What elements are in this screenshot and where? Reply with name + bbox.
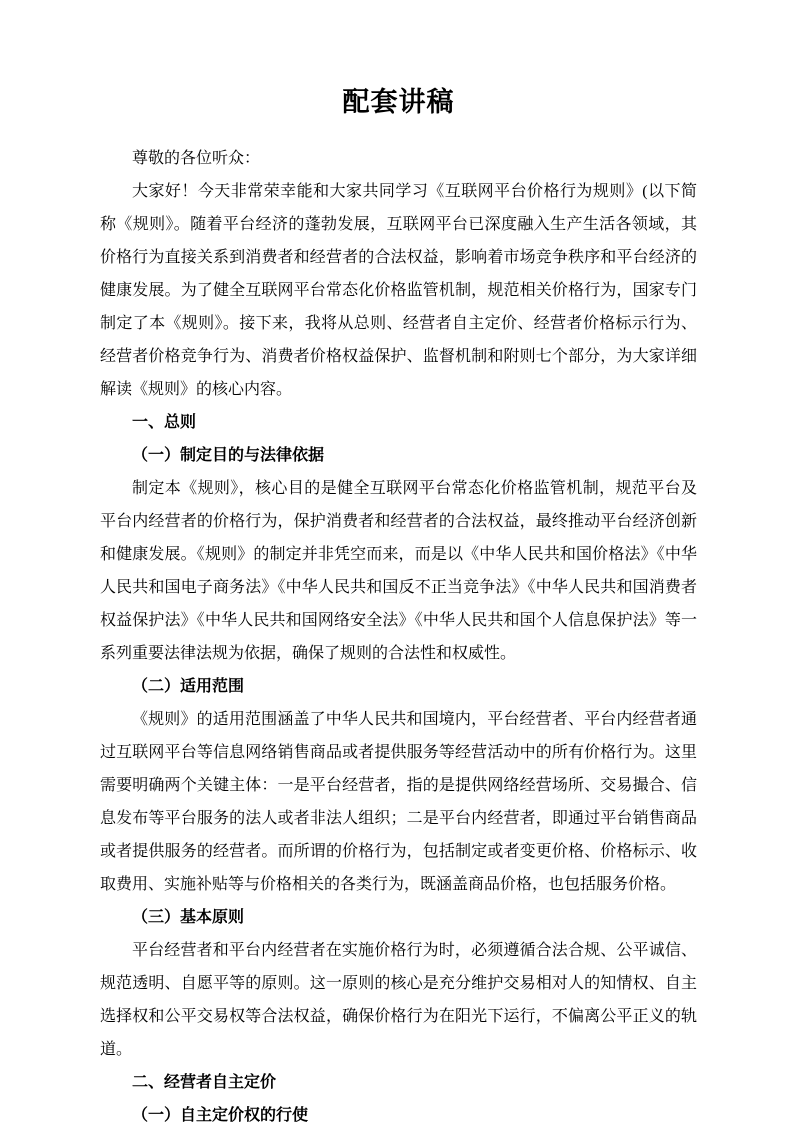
subsection-heading-scope: （二）适用范围 (132, 678, 245, 695)
paragraph-introduction: 大家好！今天非常荣幸能和大家共同学习《互联网平台价格行为规则》(以下简称《规则》。随着平台经济的蓬勃发展，互联网平台已深度融入生产生活各领域，其价格行为直接关系到消费者和经营者的合法权益，影响着市场竞争秩序和平台经济的健康发展。为了健全互联网平台常态化价格监管机制，规范相关价格行为，国家专门制定了本《规则》。接下来，我将从总则、经营者自主定价、经营者价格标示行为、经营者价格竞争行为、消费者价格权益保护、监督机制和附则七个部分，为大家详细解读《规则》的核心内容。 (100, 183, 697, 398)
paragraph-scope: 《规则》的适用范围涵盖了中华人民共和国境内，平台经营者、平台内经营者通过互联网平台等信息网络销售商品或者提供服务等经营活动中的所有价格行为。这里需要明确两个关键主体：一是平台经营者，指的是提供网络经营场所、交易撮合、信息发布等平台服务的法人或者非法人组织；二是平台内经营者，即通过平台销售商品或者提供服务的经营者。而所谓的价格行为，包括制定或者变更价格、价格标示、收取费用、实施补贴等与价格相关的各类行为，既涵盖商品价格，也包括服务价格。 (100, 711, 697, 893)
document-title: 配套讲稿 (342, 87, 455, 117)
subsection-heading-purpose-legal-basis: （一）制定目的与法律依据 (132, 447, 325, 464)
subsection-heading-basic-principles: （三）基本原则 (132, 909, 245, 926)
section-heading-general-provisions: 一、总则 (132, 414, 197, 431)
paragraph-salutation: 尊敬的各位听众： (132, 150, 261, 167)
subsection-heading-exercise-of-pricing-right: （一）自主定价权的行使 (132, 1107, 309, 1123)
section-heading-operator-independent-pricing: 二、经营者自主定价 (132, 1074, 277, 1091)
paragraph-purpose-legal-basis: 制定本《规则》，核心目的是健全互联网平台常态化价格监管机制，规范平台及平台内经营者的价格行为，保护消费者和经营者的合法权益，最终推动平台经济创新和健康发展。《规则》的制定并非凭空而来，而是以《中华人民共和国价格法》《中华人民共和国电子商务法》《中华人民共和国反不正当竞争法》《中华人民共和国消费者权益保护法》《中华人民共和国网络安全法》《中华人民共和国个人信息保护法》等一系列重要法律法规为依据，确保了规则的合法性和权威性。 (100, 480, 697, 662)
paragraph-basic-principles: 平台经营者和平台内经营者在实施价格行为时，必须遵循合法合规、公平诚信、规范透明、自愿平等的原则。这一原则的核心是充分维护交易相对人的知情权、自主选择权和公平交易权等合法权益，确保价格行为在阳光下运行，不偏离公平正义的轨道。 (100, 942, 697, 1058)
